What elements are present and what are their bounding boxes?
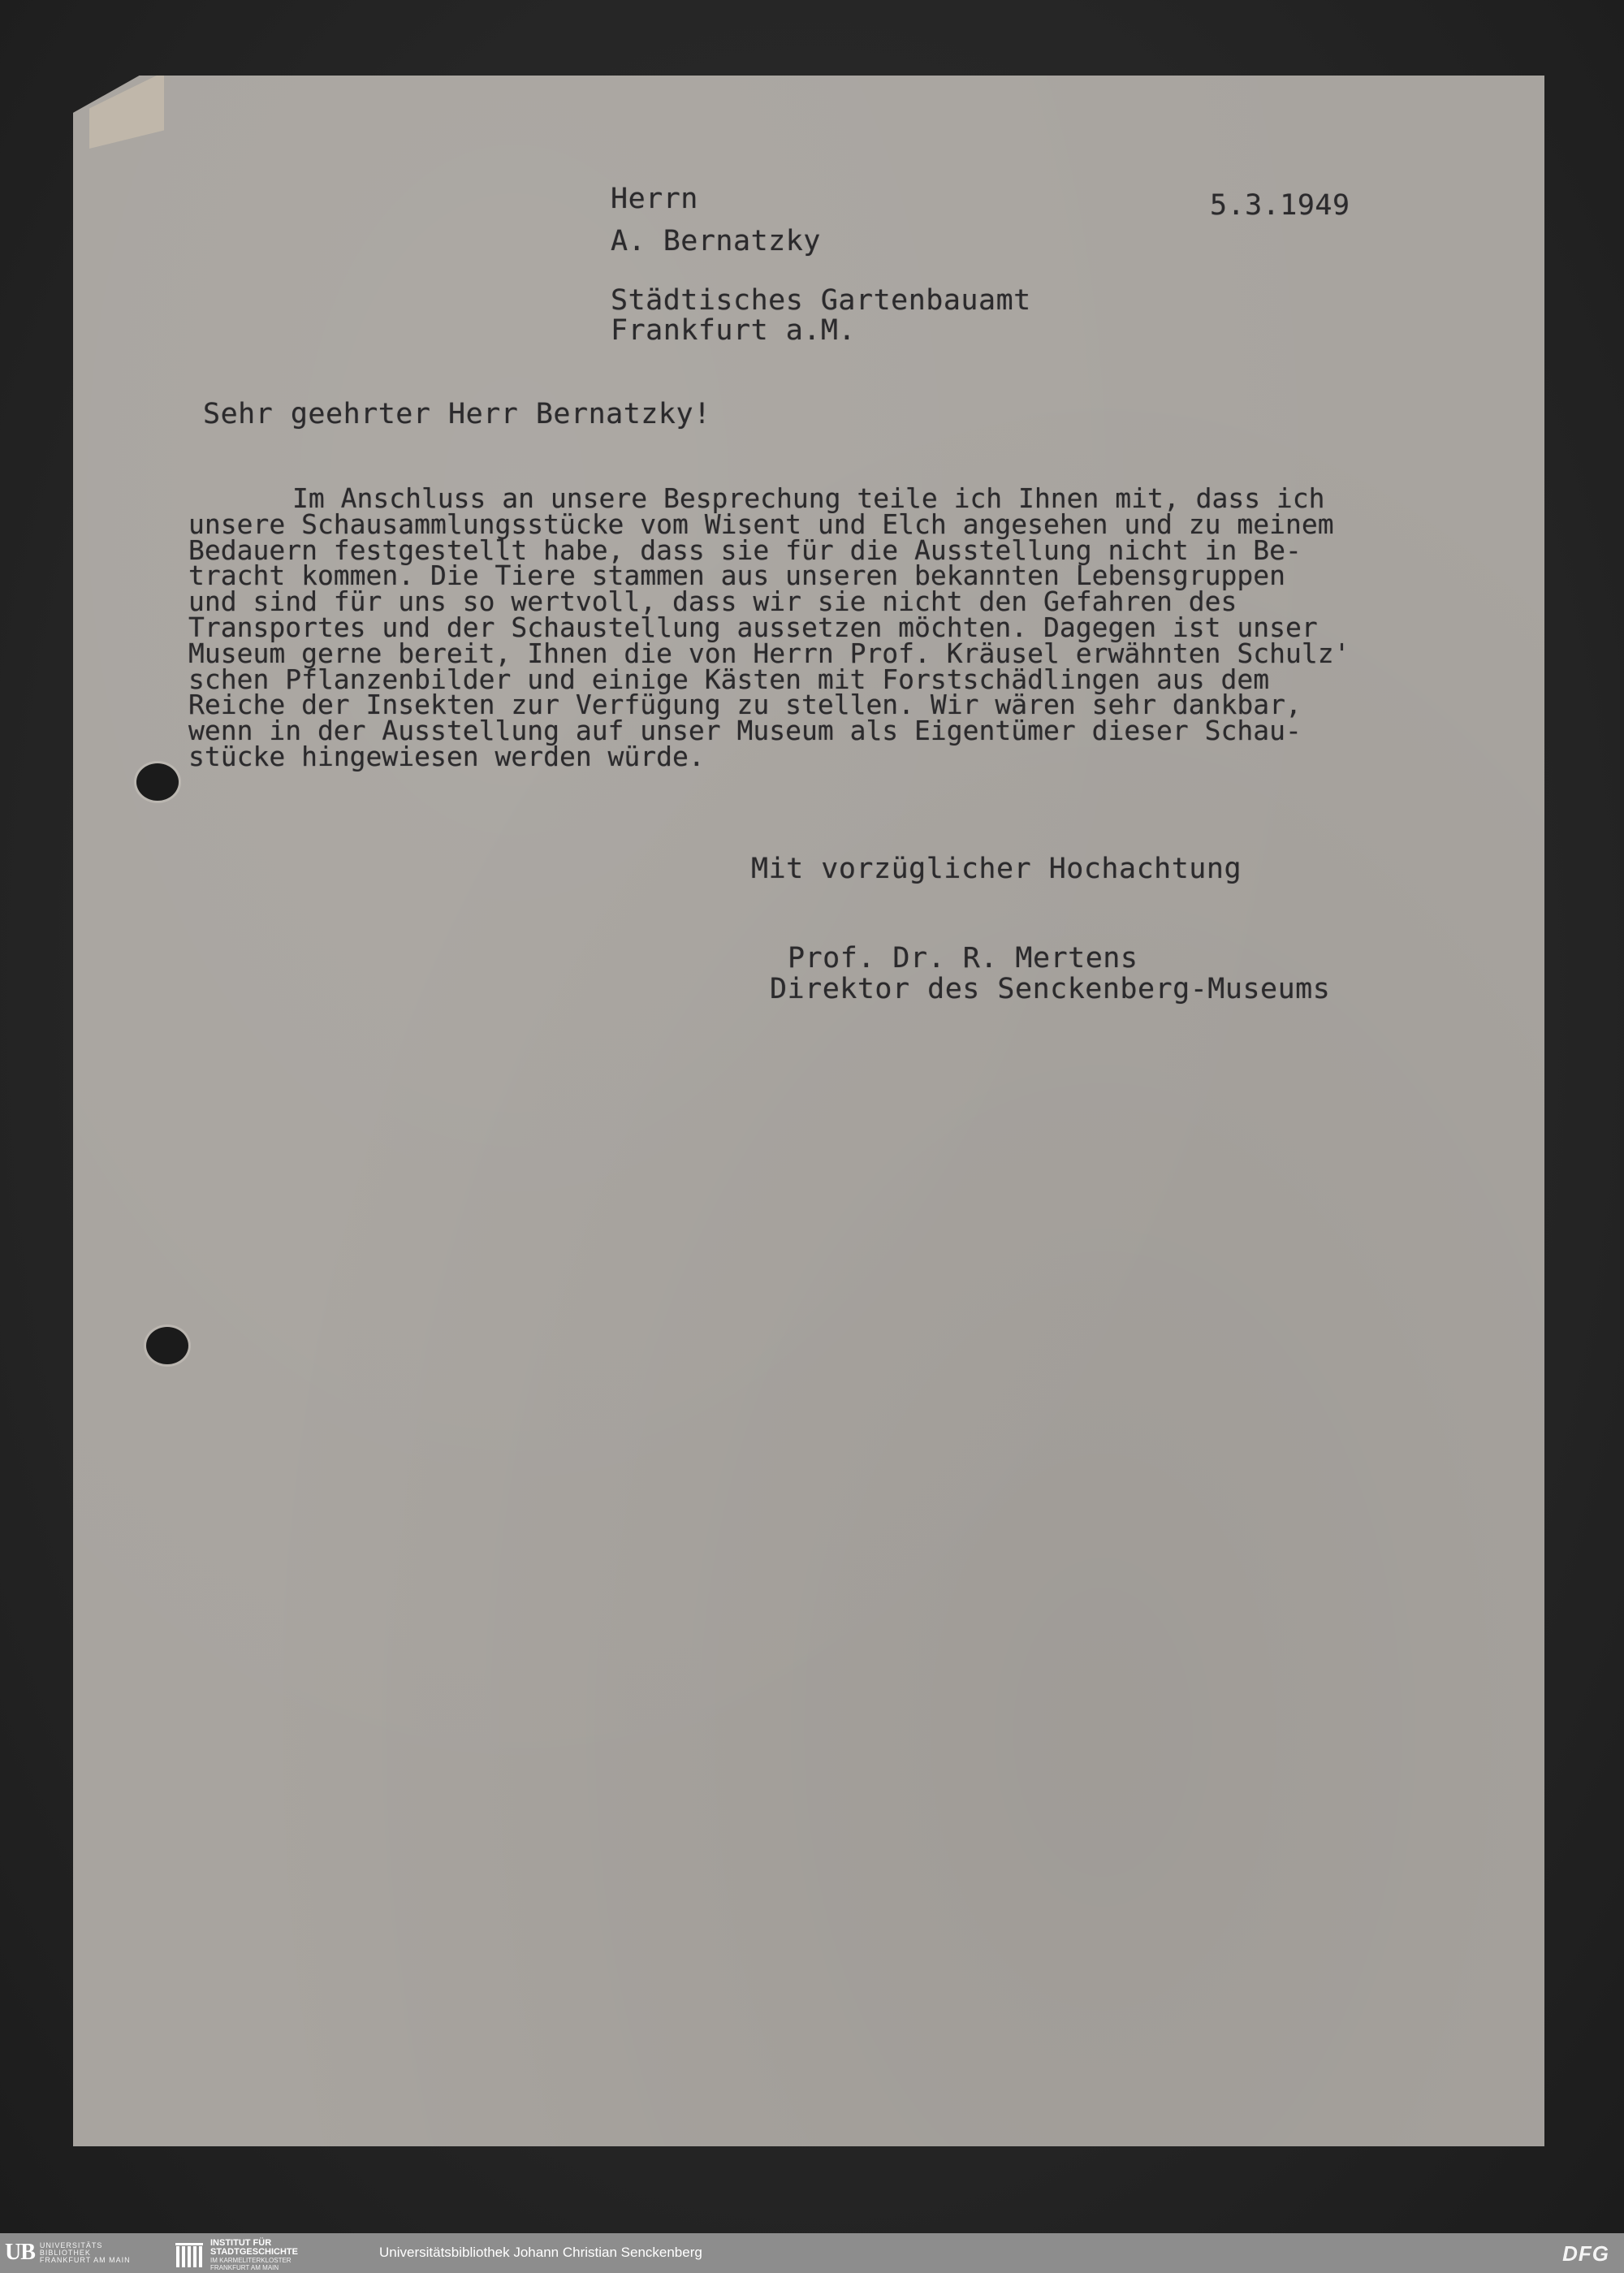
- isg-logo: [175, 2239, 298, 2271]
- letter-greeting: Sehr geehrter Herr Bernatzky!: [203, 398, 711, 430]
- isg-line1: INSTITUT FÜR: [210, 2238, 272, 2248]
- body-line: Transportes und der Schaustellung aussetzen möchten. Dagegen ist unser: [188, 611, 1318, 643]
- isg-line4: FRANKFURT AM MAIN: [210, 2264, 279, 2271]
- body-line: Museum gerne bereit, Ihnen die von Herrn Prof. Kräusel erwähnten Schulz': [188, 637, 1350, 669]
- body-line: Reiche der Insekten zur Verfügung zu stellen. Wir wären sehr dankbar,: [188, 689, 1302, 721]
- isg-line2: STADTGESCHICHTE: [210, 2247, 298, 2257]
- recipient-city: Frankfurt a.M.: [611, 314, 857, 347]
- punch-hole-bottom: [146, 1327, 188, 1364]
- ub-wordmark: [40, 2242, 131, 2264]
- punch-hole-top: [136, 763, 179, 801]
- letter-date: 5.3.1949: [1210, 189, 1350, 222]
- letter-sheet: [73, 76, 1544, 2146]
- letter-closing: Mit vorzüglicher Hochachtung: [751, 853, 1242, 885]
- recipient-name: A. Bernatzky: [611, 225, 821, 257]
- letter-body: [188, 482, 1536, 772]
- footer-bar: [0, 2233, 1624, 2273]
- ub-line1: UNIVERSITÄTS: [39, 2241, 103, 2249]
- isg-wordmark: [210, 2239, 298, 2271]
- body-line: tracht kommen. Die Tiere stammen aus unseren bekannten Lebensgruppen: [188, 560, 1286, 592]
- ub-line2: BIBLIOTHEK: [39, 2248, 91, 2257]
- body-line: wenn in der Ausstellung auf unser Museum als Eigentümer dieser Schau-: [188, 715, 1302, 747]
- signatory-title: Direktor des Senckenberg-Museums: [770, 973, 1331, 1005]
- isg-line3: IM KARMELITERKLOSTER: [210, 2257, 292, 2264]
- dfg-logo: DFG: [1562, 2241, 1609, 2266]
- recipient-salutation: Herrn: [611, 183, 698, 215]
- body-line: Bedauern festgestellt habe, dass sie für die Ausstellung nicht in Be-: [188, 534, 1302, 566]
- body-line: stücke hingewiesen werden würde.: [188, 740, 705, 772]
- body-line: Im Anschluss an unsere Besprechung teile ich Ihnen mit, dass ich: [292, 482, 1325, 514]
- ub-line3: FRANKFURT AM MAIN: [39, 2255, 131, 2264]
- signatory-name: Prof. Dr. R. Mertens: [788, 942, 1138, 974]
- body-line: und sind für uns so wertvoll, dass wir sie nicht den Gefahren des: [188, 586, 1237, 618]
- ub-mark: UB: [5, 2240, 35, 2265]
- ub-logo: [5, 2240, 131, 2266]
- footer-caption: Universitätsbibliothek Johann Christian Senckenberg: [379, 2245, 702, 2260]
- recipient-office: Städtisches Gartenbauamt: [611, 284, 1031, 317]
- body-line: schen Pflanzenbilder und einige Kästen mit Forstschädlingen aus dem: [188, 663, 1270, 695]
- isg-building-icon: [175, 2241, 204, 2269]
- body-line: unsere Schausammlungsstücke vom Wisent und Elch angesehen und zu meinem: [188, 508, 1334, 540]
